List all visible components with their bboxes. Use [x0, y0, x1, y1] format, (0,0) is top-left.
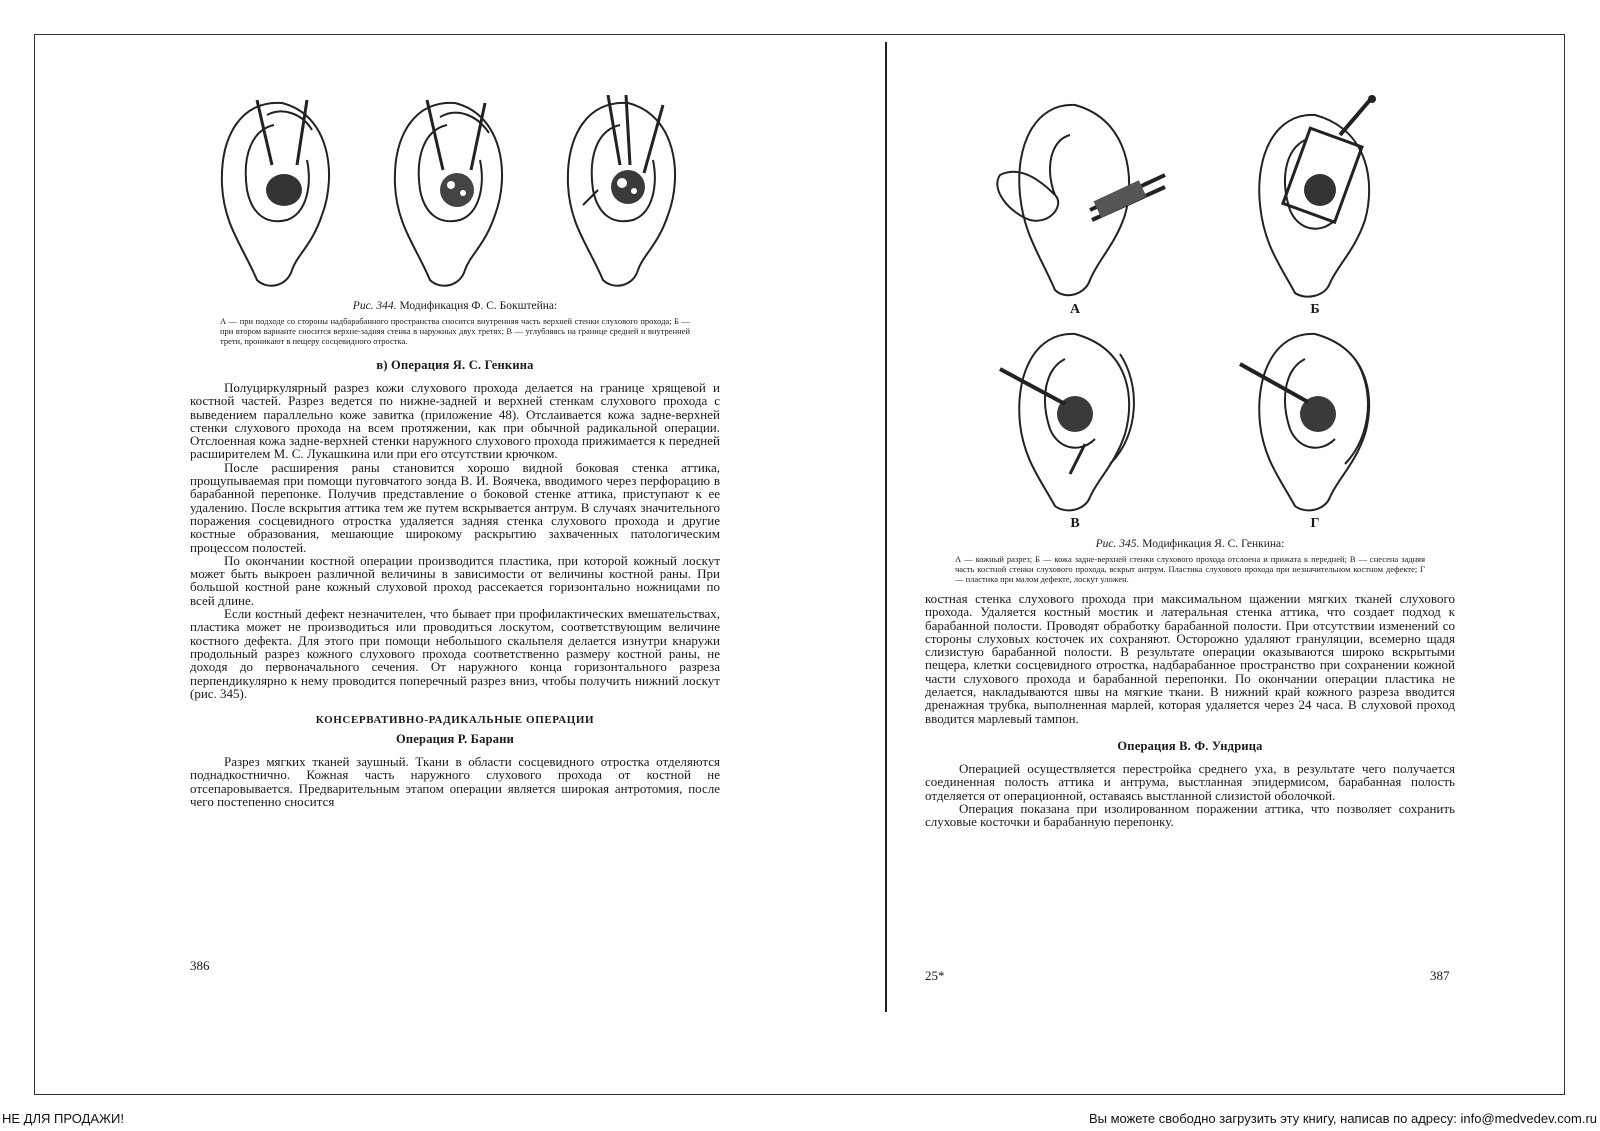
- left-page: [190, 95, 720, 808]
- page-number-right: 387: [1430, 968, 1450, 983]
- section-heading-undritz: Операция В. Ф. Ундрица: [1117, 738, 1263, 753]
- figure-345-illustrations: [975, 95, 1415, 532]
- figure-panel-a: [975, 95, 1175, 318]
- subheading-barany: Операция Р. Барани: [395, 732, 514, 747]
- figure-345-title: [925, 538, 1455, 550]
- ear-illustration-a: [980, 95, 1170, 300]
- ear-illustration-b: [385, 95, 515, 290]
- ear-illustration-d: [1230, 324, 1400, 514]
- signature-mark: 25*: [925, 968, 945, 983]
- paragraph: костная стенка слухового прохода при максимальном щажении мягких тканей слухового прохода. Удаляется костный мостик и латеральная стенка аттика, что создает подход к барабанной полости. Проводят обработку барабанной полости. При отсутствии изменений со стороны слуховых косточек их сохраняют. Осторожно удаляют грануляции, всемерно щадя слизистую барабанной полости. В результате операции оказываются широко вскрытыми пещера, клетки сосцевидного отростка, надбарабанное пространство при сохранении кожной части слухового прохода и барабанной перепонки. По окончании операции пластика не делается, накладываются швы на мягкие ткани. В нижний край кожного разреза вводится дренажная трубка, выполненная марлей, которая удаляется через 24 часа. В слуховой проход вводится марлевый тампон.: [925, 591, 1455, 726]
- figure-344-illustrations: [190, 95, 720, 290]
- figure-letter-c: В: [1070, 516, 1080, 531]
- paragraph: После расширения раны становится хорошо видной боковая стенка аттика, прощупываемая при помощи пуговчатого зонда В. И. Воячека, вводимого через перфорацию в барабанной перепонке. Получив представление о боковой стенке аттика, приступают к ее удалению. После вскрытия аттика тем же путем вскрывается антрум. В случаях значительного поражения сосцевидного отростка удаляется задняя стенка слухового прохода и другие костные образования, мешающие широкому раскрытию захваченных патологическим процессом полостей.: [190, 459, 720, 555]
- figure-344-caption: А — при подходе со стороны надбарабанного пространства сносится внутренняя часть верхней стенки слухового прохода; Б — при втором варианте сносится верхне-задняя стенка в наружных двух третях; В — углубляясь на границе средней и внутренней трети, проникают в пещеру сосцевидного отростка.: [220, 316, 690, 346]
- ear-illustration-b: [1230, 95, 1400, 300]
- paragraph: Операцией осуществляется перестройка среднего уха, в результате чего получается соединенная полость аттика и антрума, выстланная эпидермисом, барабанная полость отделяется от операционной, оставаясь выстланной слизистой оболочкой.: [925, 760, 1455, 803]
- figure-letter-d: Г: [1310, 516, 1320, 531]
- figure-345-title-text: Модификация Я. С. Генкина:: [1142, 538, 1285, 550]
- figure-panel-b: [1215, 95, 1415, 318]
- page-number-left: 386: [190, 958, 210, 973]
- footer-download-notice: Вы можете свободно загрузить эту книгу, написав по адресу: info@medvedev.com.ru: [1088, 1111, 1597, 1126]
- figure-panel-c: [975, 324, 1175, 532]
- paragraph: Если костный дефект незначителен, что бывает при профилактических вмешательствах, пластика может не производиться или проводиться лоскутом, соответствующим величине костного дефекта. Для этого при помощи небольшого скальпеля делается изнутри кнаружи продольный разрез кожного слухового прохода соответственно размеру костной раны, не доходя до первоначального сечения. От наружного конца горизонтального разреза перпендикулярно к нему проводится поперечный разрез вниз, чтобы получить нижний лоскут (рис. 345).: [190, 606, 720, 701]
- footer-not-for-sale: НЕ ДЛЯ ПРОДАЖИ!: [2, 1111, 124, 1126]
- book-spine: [885, 42, 887, 1012]
- figure-panel-d: [1215, 324, 1415, 532]
- ear-illustration-a: [212, 95, 342, 290]
- paragraph: Разрез мягких тканей заушный. Ткани в области сосцевидного отростка отделяются поднадкостнично. Кожная часть наружного слухового прохода от костной не отсепаровывается. Предварительным этапом операции является широкая антротомия, после чего постепенно сносится: [190, 754, 720, 810]
- figure-letter-b: Б: [1310, 302, 1320, 317]
- figure-letter-a: А: [1069, 302, 1081, 317]
- paragraph: Полуциркулярный разрез кожи слухового прохода делается на границе хрящевой и костной частей. Разрез ведется по нижне-задней и верхней стенкам слухового прохода с выведением параллельно коже завитка (приложение 48). Отслаивается кожа задне-верхней стенки слухового прохода на всем протяжении, как при обычной радикальной операции. Отслоенная кожа задне-верхней стенки наружного слухового прохода прижимается к передней расширителем М. С. Лукашкина или при его отсутствии крючком.: [190, 380, 720, 462]
- caps-heading: КОНСЕРВАТИВНО-РАДИКАЛЬНЫЕ ОПЕРАЦИИ: [315, 714, 595, 727]
- paragraph: Операция показана при изолированном поражении аттика, что позволяет сохранить слуховые косточки и барабанную перепонку.: [925, 800, 1455, 830]
- section-heading-genkin: в) Операция Я. С. Генкина: [376, 358, 534, 372]
- figure-344-title-text: Модификация Ф. С. Бокштейна:: [399, 300, 558, 312]
- figure-345-caption: А — кожный разрез; Б — кожа задне-верхней стенки слухового прохода отслоена и прижата к передней; В — снесена задняя часть костной стенки слухового прохода, вскрыт антрум. Пластика слухового прохода при незначительном костном дефекте; Г — пластика при малом дефекте, лоскут уложен.: [955, 554, 1425, 584]
- figure-344-label: Рис. 344.: [352, 300, 397, 312]
- figure-345-label: Рис. 345.: [1095, 538, 1140, 550]
- paragraph: По окончании костной операции производится пластика, при которой кожный лоскут может быть выкроен различной величины в зависимости от величины костной раны. При большой костной ране кожный слуховой проход рассекается горизонтально ножницами по всей длине.: [190, 552, 720, 608]
- right-page: [925, 95, 1455, 828]
- ear-illustration-c: [990, 324, 1160, 514]
- ear-illustration-c: [558, 95, 688, 290]
- figure-344-title: [190, 300, 720, 312]
